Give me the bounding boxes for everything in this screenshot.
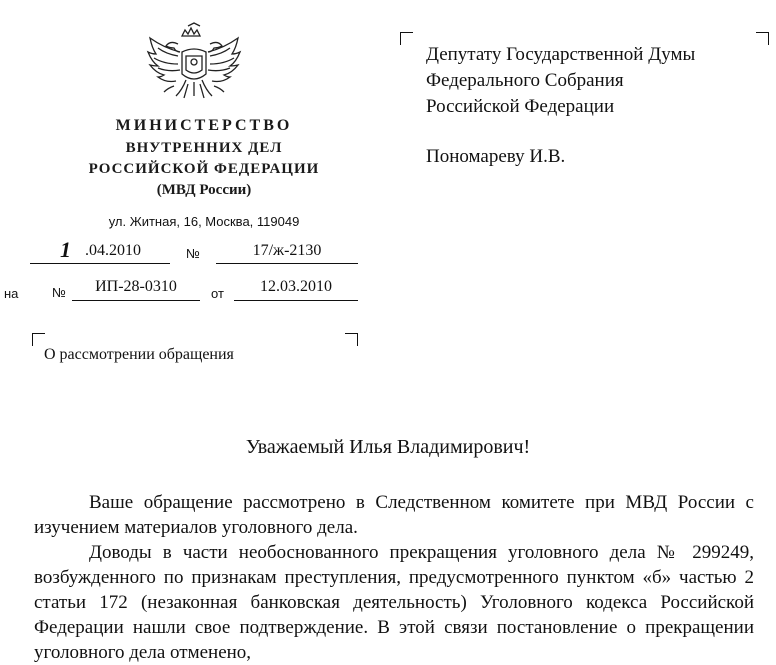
incoming-number: ИП-28-0310 (95, 278, 177, 295)
incoming-date: 12.03.2010 (260, 278, 332, 295)
ministry-address: ул. Житная, 16, Москва, 119049 (108, 214, 300, 229)
letter-subject: О рассмотрении обращения (44, 346, 234, 363)
body-paragraph-2: Доводы в части необоснованного прекращения уголовного дела № 299249, возбужденного по признакам преступления, предусмотренного пунктом «б» частью 2 статьи 172 (незаконная банковская деятельность) Уголовного кодекса Российской Федерации нашли свое подтверждение. В этой связи постановление о прекращении уголовного дела отменено, (34, 542, 754, 663)
incoming-number-field (72, 278, 200, 301)
reply-number-sign: № (52, 285, 66, 300)
number-sign-label: № (186, 246, 200, 261)
body-paragraph-1: Ваше обращение рассмотрено в Следственном комитете при МВД России с изучением материалов уголовного дела. (34, 492, 754, 538)
document-date-field (30, 237, 170, 264)
addressee-line3: Российской Федерации (426, 96, 615, 117)
addressee-line2: Федерального Собрания (426, 70, 624, 91)
ministry-name-line1: МИНИСТЕРСТВО (115, 117, 293, 134)
addressee-corner-right (756, 32, 769, 45)
addressee-line1: Депутату Государственной Думы (426, 44, 696, 65)
ministry-abbreviation: (МВД России) (156, 182, 252, 198)
document-date-rest: .04.2010 (85, 242, 141, 259)
subject-corner-left (32, 333, 45, 346)
coat-of-arms-emblem (144, 22, 244, 108)
addressee-corner-left (400, 32, 413, 45)
greeting: Уважаемый Илья Владимирович! (245, 436, 531, 458)
ministry-name-line3: РОССИЙСКОЙ ФЕДЕРАЦИИ (88, 161, 320, 177)
handwritten-day: 1 (60, 237, 71, 262)
reply-to-label: на (4, 286, 19, 301)
incoming-date-field (234, 278, 358, 301)
ministry-name-line2: ВНУТРЕННИХ ДЕЛ (125, 140, 283, 156)
outgoing-number-field (216, 241, 358, 264)
outgoing-number: 17/ж-2130 (252, 242, 322, 259)
subject-corner-right (345, 333, 358, 346)
from-date-label: от (211, 286, 224, 301)
addressee-name: Пономареву И.В. (426, 146, 566, 167)
